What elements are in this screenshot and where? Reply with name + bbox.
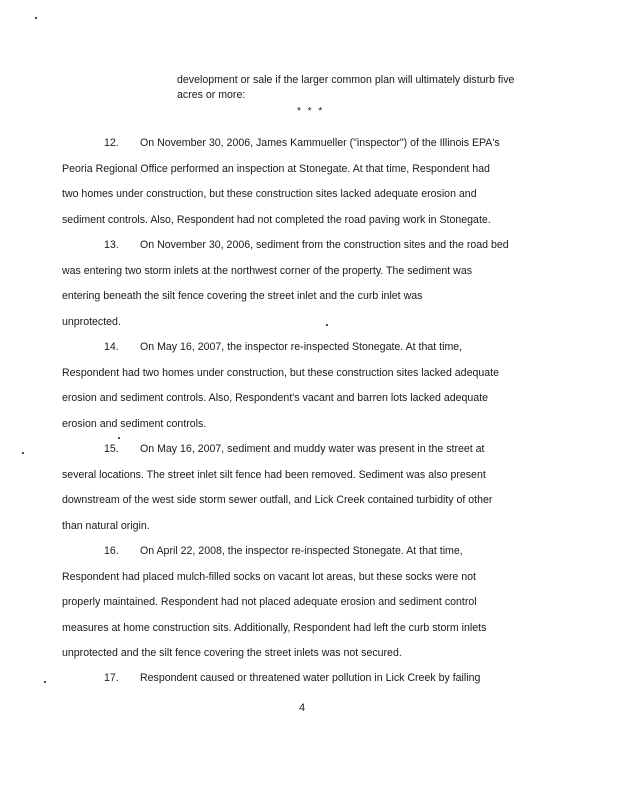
paragraph-line: several locations. The street inlet silt fence had been removed. Sediment was also present <box>62 468 486 481</box>
paragraph-14 <box>62 335 532 437</box>
paragraph-line: On November 30, 2006, James Kammueller ("inspector") of the Illinois EPA's <box>140 137 500 149</box>
paragraph-16 <box>62 539 532 667</box>
paragraph-number: 14. <box>104 341 119 353</box>
paragraph-number: 13. <box>104 239 119 251</box>
paragraph-15 <box>62 437 532 539</box>
scan-speck <box>35 17 37 19</box>
paragraph-number: 12. <box>104 137 119 149</box>
page-number: 4 <box>299 702 306 714</box>
paragraph-12 <box>62 131 532 233</box>
paragraph-line: downstream of the west side storm sewer outfall, and Lick Creek contained turbidity of other <box>62 494 493 506</box>
paragraph-13 <box>62 233 532 335</box>
paragraph-line: entering beneath the silt fence covering the street inlet and the curb inlet was <box>62 290 423 302</box>
paragraph-line: On May 16, 2007, the inspector re-inspected Stonegate. At that time, <box>140 341 463 353</box>
paragraph-line: properly maintained. Respondent had not placed adequate erosion and sediment control <box>62 596 477 608</box>
paragraph-line: unprotected. <box>62 315 121 328</box>
paragraph-number: 15. <box>104 443 119 455</box>
paragraph-line: than natural origin. <box>62 519 150 532</box>
paragraph-line: erosion and sediment controls. <box>62 417 207 430</box>
paragraph-number: 17. <box>104 672 119 684</box>
paragraph-line: measures at home construction sits. Additionally, Respondent had left the curb storm inlets <box>62 621 487 634</box>
paragraph-line: On April 22, 2008, the inspector re-inspected Stonegate. At that time, <box>140 545 463 557</box>
paragraph-17 <box>62 666 532 692</box>
scan-speck <box>118 437 120 439</box>
paragraph-line: Respondent had placed mulch-filled socks on vacant lot areas, but these socks were not <box>62 570 476 583</box>
block-quote-line: development or sale if the larger common plan will ultimately disturb five <box>177 74 515 86</box>
paragraph-line: On November 30, 2006, sediment from the construction sites and the road bed <box>140 239 509 251</box>
scan-speck <box>326 324 328 326</box>
paragraph-number: 16. <box>104 545 119 557</box>
scan-speck <box>22 452 24 454</box>
scan-speck <box>44 681 46 683</box>
block-quote-line: acres or more: <box>177 89 246 101</box>
paragraph-line: Peoria Regional Office performed an inspection at Stonegate. At that time, Respondent had <box>62 162 490 175</box>
paragraph-line: unprotected and the silt fence covering the street inlets was not secured. <box>62 647 402 659</box>
section-separator: * * * <box>297 106 325 117</box>
paragraph-line: sediment controls. Also, Respondent had not completed the road paving work in Stonegate. <box>62 213 491 226</box>
paragraph-line: On May 16, 2007, sediment and muddy water was present in the street at <box>140 443 485 455</box>
block-quote <box>177 73 557 103</box>
paragraph-line: Respondent caused or threatened water pollution in Lick Creek by failing <box>140 672 481 684</box>
paragraph-line: two homes under construction, but these construction sites lacked adequate erosion and <box>62 188 477 200</box>
paragraph-line: Respondent had two homes under construction, but these construction sites lacked adequate <box>62 366 499 379</box>
paragraph-line: erosion and sediment controls. Also, Respondent's vacant and barren lots lacked adequate <box>62 392 489 404</box>
paragraph-line: was entering two storm inlets at the northwest corner of the property. The sediment was <box>62 264 473 277</box>
